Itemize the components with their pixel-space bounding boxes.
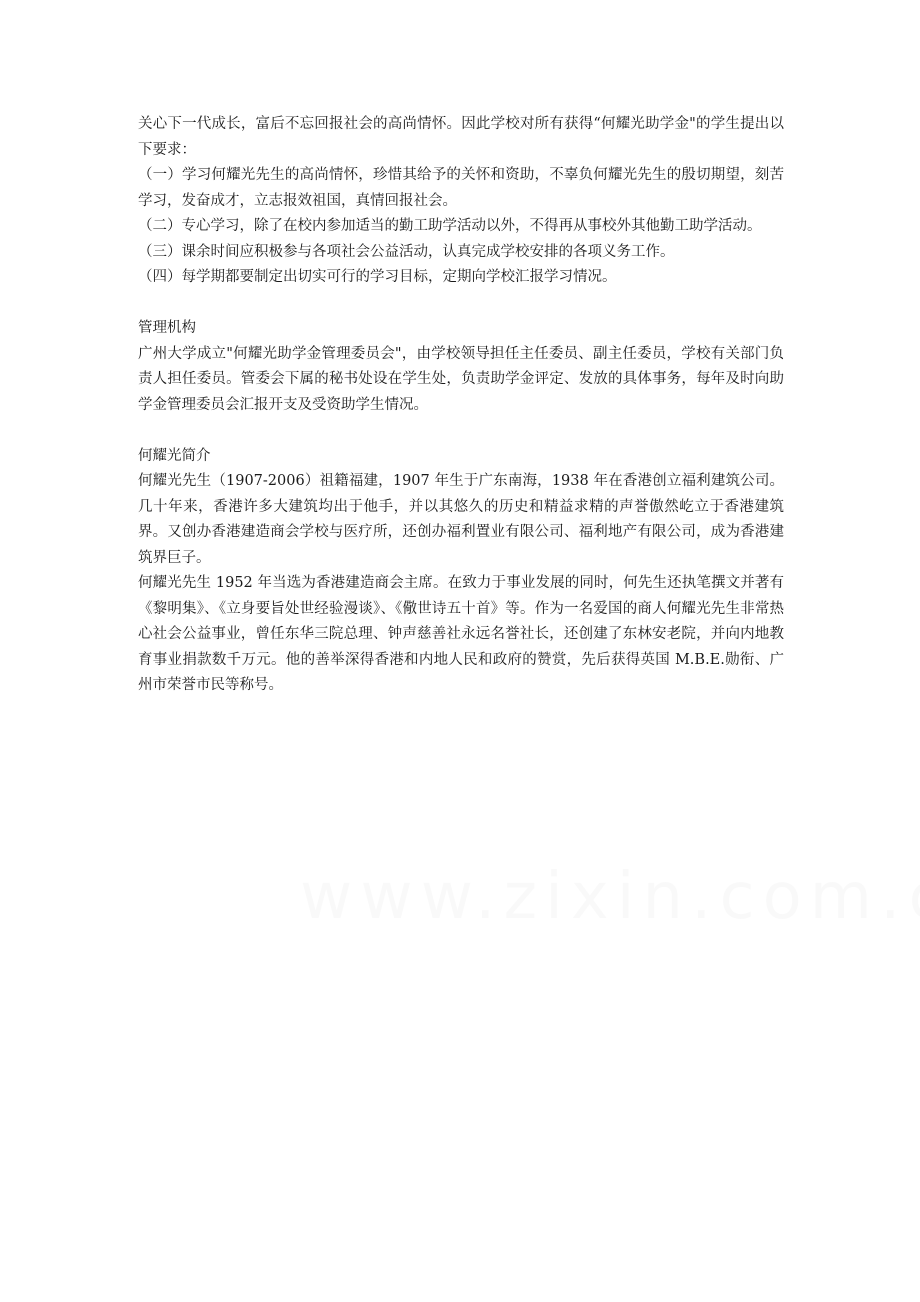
requirements-section [138, 112, 784, 291]
document-page [138, 112, 784, 699]
requirement-4: （四）每学期都要制定出切实可行的学习目标，定期向学校汇报学习情况。 [138, 269, 617, 285]
intro-paragraph: 关心下一代成长，富后不忘回报社会的高尚情怀。因此学校对所有获得“何耀光助学金"的学生提出以下要求： [138, 116, 784, 158]
management-body: 广州大学成立"何耀光助学金管理委员会"，由学校领导担任主任委员、副主任委员，学校有关部门负责人担任委员。管委会下属的秘书处设在学生处，负责助学金评定、发放的具体事务，每年及时向助学金管理委员会汇报开支及受资助学生情况。 [138, 345, 784, 413]
requirement-1: （一）学习何耀光先生的高尚情怀，珍惜其给予的关怀和资助，不辜负何耀光先生的殷切期望，刻苦学习，发奋成才，立志报效祖国，真情回报社会。 [138, 167, 784, 209]
biography-heading: 何耀光简介 [138, 447, 211, 464]
management-heading: 管理机构 [138, 320, 196, 336]
requirement-2: （二）专心学习，除了在校内参加适当的勤工助学活动以外，不得再从事校外其他勤工助学活动。 [138, 218, 762, 234]
section-spacer [138, 291, 784, 317]
management-section [138, 316, 784, 418]
biography-paragraph-1: 何耀光先生（1907-2006）祖籍福建，1907 年生于广东南海，1938 年在香港创立福利建筑公司。几十年来，香港许多大建筑均出于他手，并以其悠久的历史和精益求精的声誉傲然屹立于香港建筑界。又创办香港建造商会学校与医疗所，还创办福利置业有限公司、福利地产有限公司，成为香港建筑界巨子。 [138, 473, 784, 566]
biography-section [138, 444, 784, 699]
biography-paragraph-2: 何耀光先生 1952 年当选为香港建造商会主席。在致力于事业发展的同时，何先生还执笔撰文并著有《黎明集》、《立身要旨处世经验漫谈》、《儆世诗五十首》等。作为一名爱国的商人何耀光先生非常热心社会公益事业，曾任东华三院总理、钟声慈善社永远名誉社长，还创建了东林安老院，并向内地教育事业捐款数千万元。他的善举深得香港和内地人民和政府的赞赏，先后获得英国 M.B.E.勋衔、广州市荣誉市民等称号。 [138, 575, 784, 693]
section-spacer [138, 418, 784, 444]
watermark [300, 860, 640, 940]
requirement-3: （三）课余时间应积极参与各项社会公益活动，认真完成学校安排的各项义务工作。 [138, 243, 675, 260]
